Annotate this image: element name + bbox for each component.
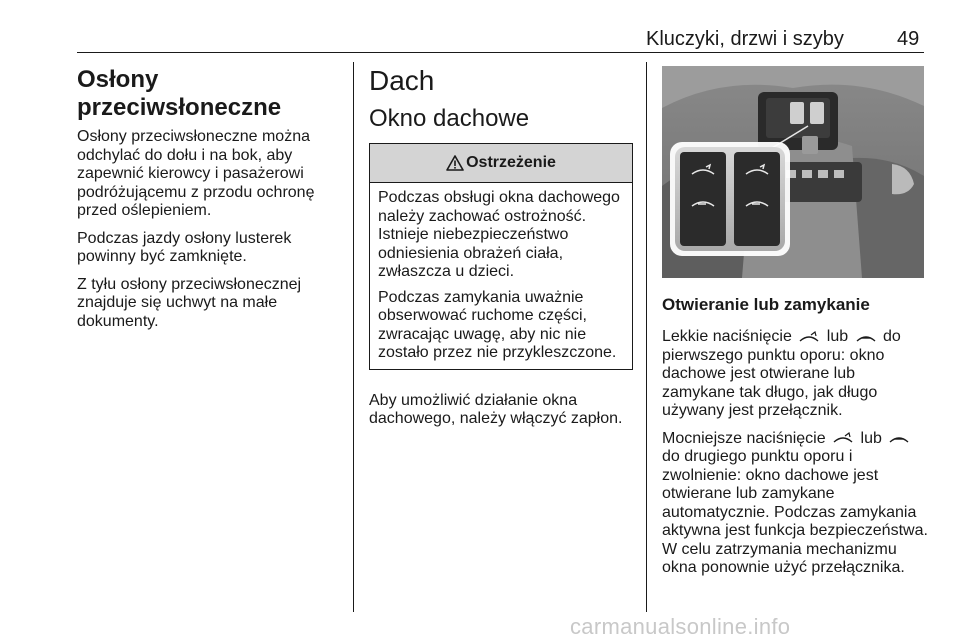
paragraph: Aby umożliwić działanie okna dachowego, należy włączyć zapłon. [369,391,623,427]
column-divider-1 [353,62,354,612]
warning-paragraph: Podczas zamykania uważnie obserwować ruchome części, zwracając uwagę, aby nic nie zostało przez nie przykleszczone. [378,288,617,361]
warning-triangle-icon [446,155,464,171]
page-header-title: Kluczyki, drzwi i szyby [646,28,844,50]
text-fragment: lub [860,429,882,447]
footer-watermark: carmanualsonline.info [570,614,791,639]
paragraph: Osłony przeciwsłoneczne można odchylać do dołu i na bok, aby zapewnić kierowcy i pasażerowi podróżującemu z przodu ochronę przed oślepieniem. [77,128,315,219]
column-divider-2 [646,62,647,612]
warning-body [370,183,632,369]
paragraph: Podczas jazdy osłony lusterek powinny być zamknięte. [77,229,292,265]
text-fragment: Lekkie naciśnięcie [662,328,792,345]
warning-box [369,143,633,370]
text-fragment: lub [826,328,849,345]
text-fragment: Mocniejsze naciśnięcie [662,429,826,447]
warning-title: Ostrzeżenie [466,154,556,171]
sunroof-slide-icon [855,331,877,343]
middle-column [369,66,633,438]
page-number: 49 [897,28,920,50]
right-column-text [662,328,930,587]
left-column [77,66,341,340]
warning-paragraph: Podczas obsługi okna dachowego należy zachować ostrożność. Istnieje niebezpieczeństwo odniesienia obrażeń ciała, zwłaszcza u dzieci. [378,189,620,280]
header-divider [77,52,924,53]
subheading-open-close: Otwieranie lub zamykanie [662,295,870,314]
sunroof-tilt-icon [798,331,820,343]
paragraph: Z tyłu osłony przeciwsłonecznej znajduje się uchwyt na małe dokumenty. [77,275,302,330]
section-heading-sun-visors: Osłony przeciwsłoneczne [77,66,282,121]
subheading-sunroof: Okno dachowe [369,105,530,132]
warning-header [370,144,632,183]
sunroof-switch-photo [662,66,924,278]
paragraph-light-press [662,328,930,421]
sunroof-slide-icon [888,432,910,444]
sunroof-tilt-icon [832,432,854,444]
text-fragment: do drugiego punktu oporu i zwolnienie: okno dachowe jest otwierane lub zamykane automatycznie. Podczas zamykania aktywna jest funkcja bezpieczeństwa. W celu zatrzymania mechanizmu okna ponownie użyć przełącznika. [662,448,928,576]
text-fragment: do pierwszego punktu oporu: okno dachowe jest otwierane lub zamykane tak długo, jak długo używany jest przełącznik. [662,328,901,419]
overhead-console-illustration [662,66,924,278]
section-heading-roof: Dach [369,65,435,96]
paragraph-strong-press [662,430,930,578]
